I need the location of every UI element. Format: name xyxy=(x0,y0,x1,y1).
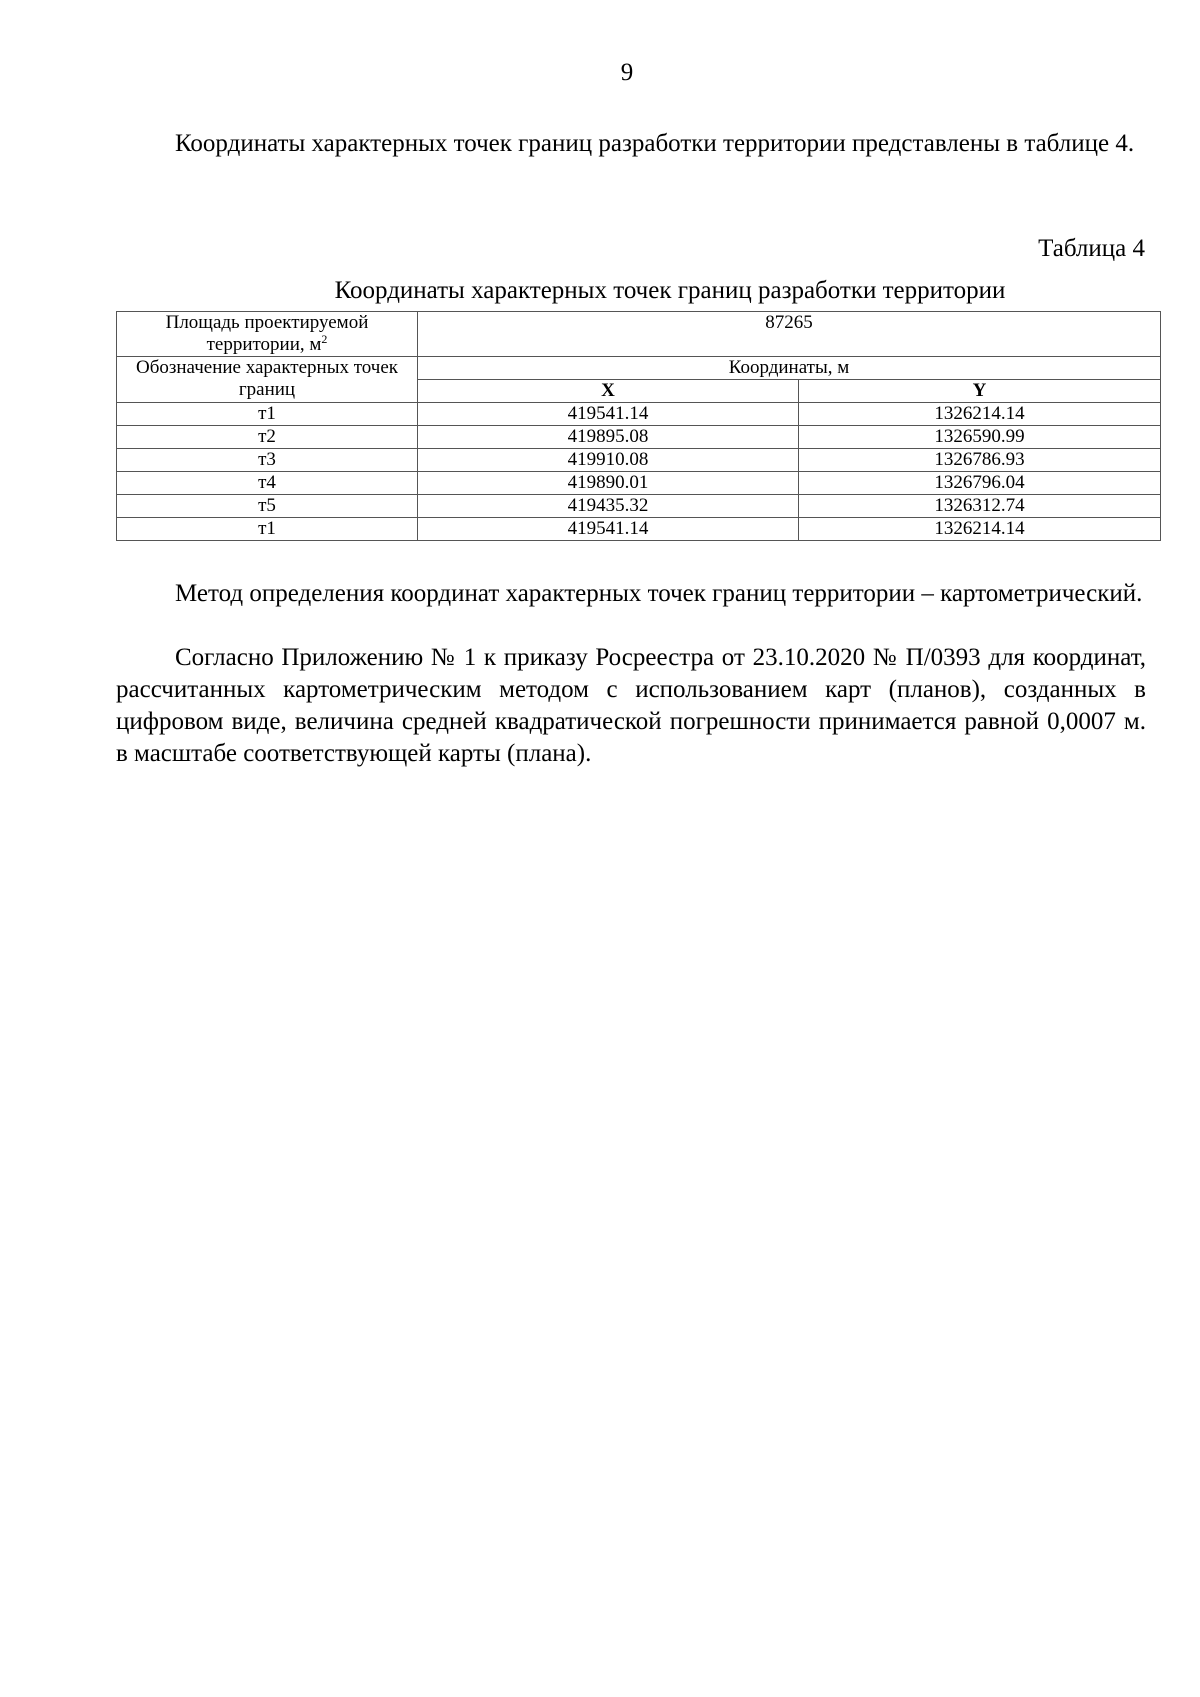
x-cell: 419435.32 xyxy=(418,495,799,518)
points-header-cell: Обозначение характерных точек границ xyxy=(117,357,418,403)
table-row xyxy=(117,403,1161,426)
header-row xyxy=(117,357,1161,380)
x-cell: 419541.14 xyxy=(418,403,799,426)
table-row xyxy=(117,449,1161,472)
point-cell: т4 xyxy=(117,472,418,495)
point-cell: т3 xyxy=(117,449,418,472)
table-row xyxy=(117,495,1161,518)
table-row xyxy=(117,472,1161,495)
table-row xyxy=(117,518,1161,541)
coords-header-cell: Координаты, м xyxy=(418,357,1161,380)
point-cell: т1 xyxy=(117,518,418,541)
area-row xyxy=(117,312,1161,357)
y-cell: 1326786.93 xyxy=(799,449,1161,472)
y-cell: 1326796.04 xyxy=(799,472,1161,495)
area-label: Площадь проектируемой территории, м xyxy=(165,312,369,355)
table-title: Координаты характерных точек границ разработки территории xyxy=(334,277,1006,304)
method-paragraph: Метод определения координат характерных точек границ территории – картометрический. xyxy=(175,580,1143,607)
y-cell: 1326312.74 xyxy=(799,495,1161,518)
y-header-cell: Y xyxy=(799,380,1161,403)
y-cell: 1326214.14 xyxy=(799,518,1161,541)
x-cell: 419541.14 xyxy=(418,518,799,541)
coordinates-table xyxy=(116,311,1161,541)
x-cell: 419890.01 xyxy=(418,472,799,495)
y-cell: 1326590.99 xyxy=(799,426,1161,449)
area-unit-superscript: 2 xyxy=(321,332,328,346)
table-label: Таблица 4 xyxy=(1038,235,1145,262)
y-cell: 1326214.14 xyxy=(799,403,1161,426)
page-number: 9 xyxy=(620,59,634,86)
x-cell: 419910.08 xyxy=(418,449,799,472)
intro-paragraph: Координаты характерных точек границ разработки территории представлены в таблице 4. xyxy=(175,130,1135,157)
x-header-cell: X xyxy=(418,380,799,403)
x-cell: 419895.08 xyxy=(418,426,799,449)
area-label-cell xyxy=(117,312,418,357)
area-value-cell: 87265 xyxy=(418,312,1161,357)
table-row xyxy=(117,426,1161,449)
point-cell: т5 xyxy=(117,495,418,518)
accuracy-paragraph: Согласно Приложению № 1 к приказу Росреестра от 23.10.2020 № П/0393 для координат, рассчитанных картометрическим методом с использованием карт (планов), созданных в цифровом виде, величина средней квадратической погрешности принимается равной 0,0007 м. в масштабе соответствующей карты (плана). xyxy=(116,644,1146,767)
point-cell: т1 xyxy=(117,403,418,426)
point-cell: т2 xyxy=(117,426,418,449)
